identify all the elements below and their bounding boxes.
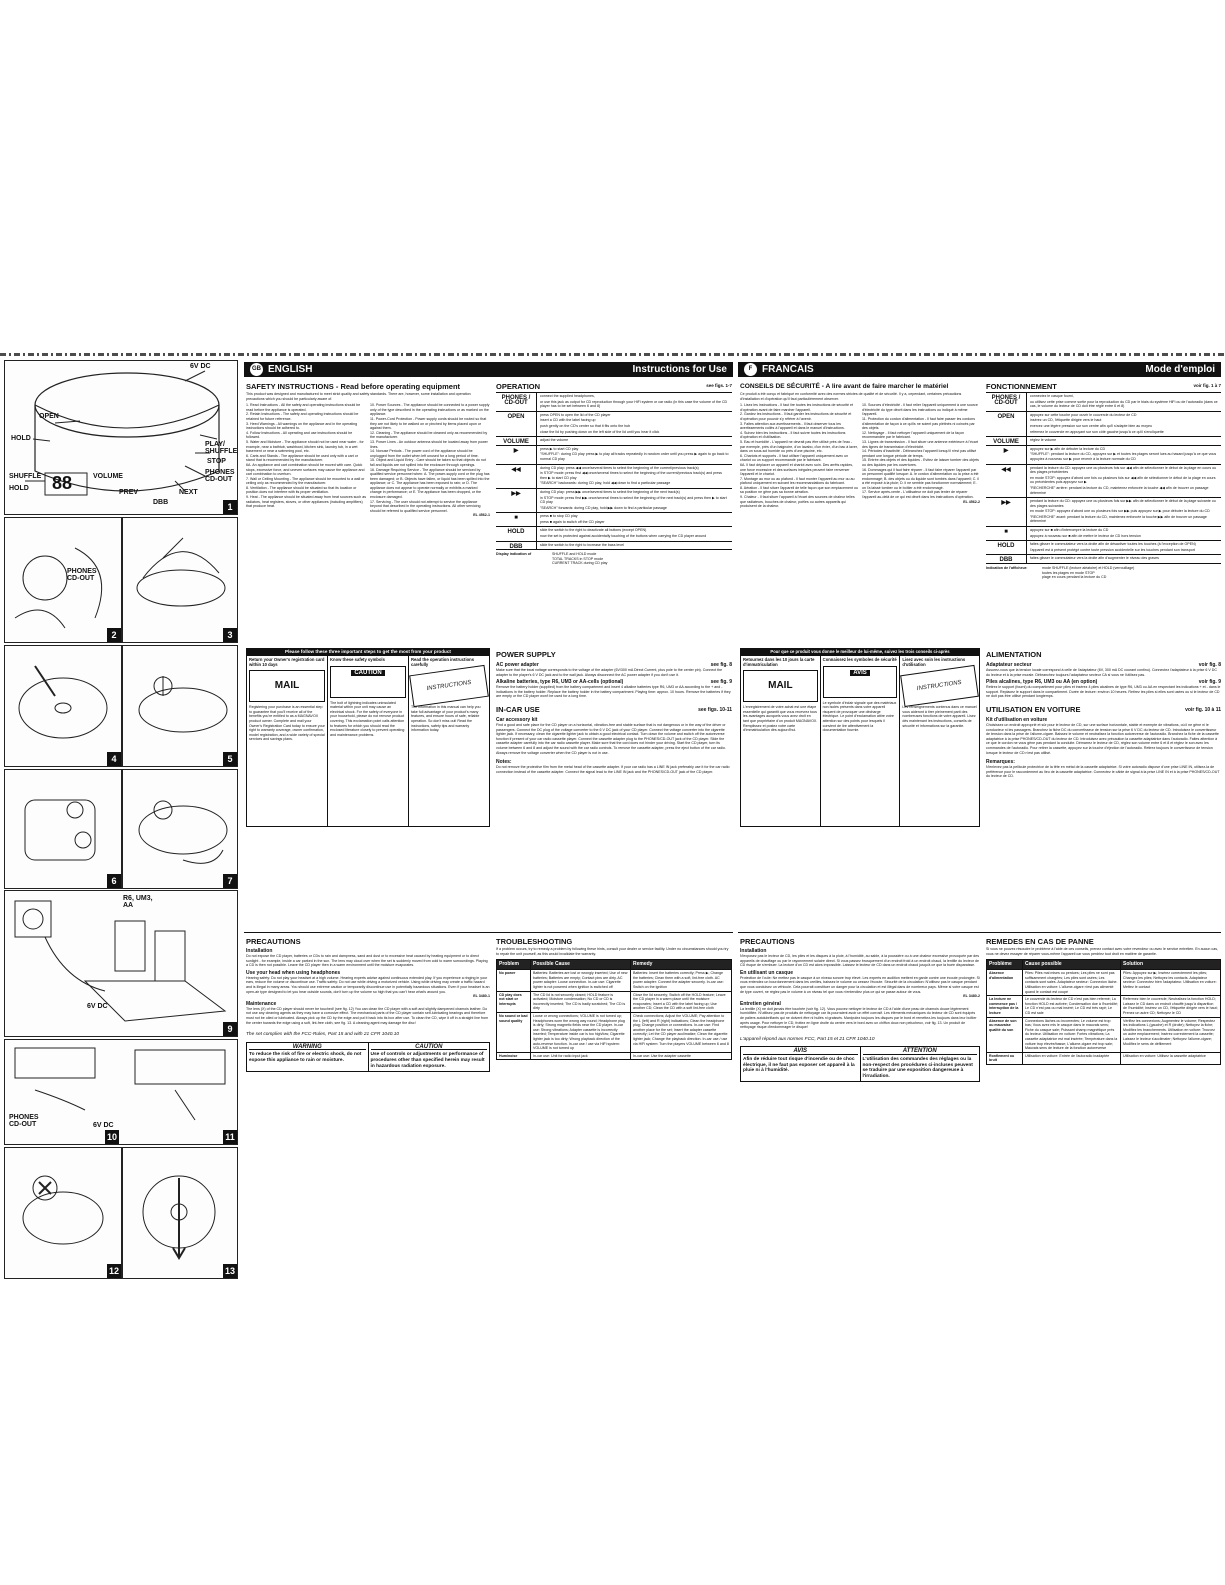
caution-symbol-icon: AVIS [823,666,898,698]
fig-13-cleaning [122,1147,238,1279]
fig-number: 5 [223,752,237,766]
fr-safety-right: 10. Sources d'électricité - Il faut relier l'appareil uniquement à une source d'électricité du type décrit dans les instructions ou indiqué à même l'appareil. 11. Protection du cordon d'alimentation - Il faut faire passer les cordons d'alimentation de façon à ce qu'ils ne soient pas piétinés ni coincés par des objets. 12. Nettoyage - Il faut nettoyer l'appareil uniquement de la façon recommandée par le fabricant. 13. Lignes de transmission - Il faut situer une antenne extérieure à l'écart des lignes de transmission d'électricité. 14. Périodes d'inactivité - Débranchez l'appareil lorsqu'il n'est pas utilisé pendant une longue période de temps. 15. Entrée des objets et des liquides - Evitez de laisser tomber des objets ou des liquides par les ouvertures. 16. Dommages qui il faut faire réparer - Il faut faire réparer l'appareil par un personnel qualifié lorsque: A. le cordon d'alimentation ou la prise a été endommagé; B. des objets ou du liquide sont tombés dans l'appareil; C. il a été exposé à la pluie; D. il ne semble pas fonctionner normalement; E. on l'a laissé tomber ou le boîtier a été endommagé. 17. Service après-vente - L'utilisateur ne doit pas tenter de réparer l'appareil au-delà de ce qui est décrit dans les instructions d'opération. EL 4562-2 [862,403,980,504]
fr-troubleshooting-block: REMEDES EN CAS DE PANNE Si vous ne pouvez résoudre le problème à l'aide de ces conseils, prenez contact avec votre revendeur ou avec le service entretien. En aucun cas, vous ne devez essayer de réparer vous-même l'appareil car vous perdriez tout droit en matière de garantie. Problème Cause possible Solution Absence d'alimentation Piles: Piles mal mises ou perdues; Les piles ne sont pas suffisamment chargées; Les piles sont usées; Les contacts sont sales. Adaptateur secteur: Connexion lâche. Utilisation en voiture: L'allume-cigare n'est pas alimenté quand le contact est coupé Piles: Appuyez sur ▶; Insérez correctement les piles; Changez les piles; Nettoyez les contacts. Adaptateur secteur: Connectez bien l'adaptateur. Utilisation en voiture: Mettez le contact La lecture ne commence pas / interruption de la lecture Le couvercle du lecteur de CD n'est pas bien refermé; La fonction HOLD est activée; Condensation due à l'humidité; Le CD n'est pas ou mal inséré; Le CD est très rayé; Le CD est sale Refermez bien le couvercle; Neutralisez la fonction HOLD; Laissez le CD dans un endroit chauffé jusqu'à disparition de l'humidité; Insérez un CD, l'étiquette dirigée vers le haut; Prenez un autre CD; Nettoyez le CD Absence de son ou mauvaise qualité du son Connexions lâches ou incorrectes; Le volume est trop bas; Vous avez mis le casque dans le mauvais sens; Fiche du casque sale; Puissant champ magnétique près du lecteur. Utilisation en voiture: Fortes vibrations; La cassette adaptatrice est mal insérée; Température dans la voiture trop élevée/basse; L'allume-cigare est trop sale; Mauvais sens de lecture de la fonction autoreverse Vérifiez les connexions; Augmentez le volume; Respectez les indications L (gauche) et R (droite); Nettoyez la fiche; Modifiez les branchements. Utilisation en voiture: Trouvez un autre emplacement; Insérez correctement la cassette; Laissez le lecteur s'acclimater; Nettoyez l'allume-cigare; Modifiez le sens de défilement Ronflement ou bruit Utilisation en voiture: Entrée de l'autoradio inadaptée Utilisation en voiture: Utilisez la cassette adaptatrice [986,935,1221,1245]
en-operation-table [496,392,732,550]
fig1-phones-label: PHONES CD-OUT [205,469,235,483]
en-precautions-block: PRECAUTIONS Installation Do not expose the CD player, batteries or CDs to rain and dampness, sand and dust or to excessive heat caused by heating equipment or to direct sunlight - for example, inside a car parked in the sun. The lens may cloud over when the set is suddenly moved from cold to warm surroundings. Playing a CD is then not possible. Leave the CD player then in a warm environment until the moisture evaporates. Use your head when using headphones Hearing safety: Do not play your headset at a high volume. Hearing experts advise against continuous extended play. If you experience a ringing in your ears, reduce the volume or discontinue use. Traffic safety: Do not use while driving a motorized vehicle. Using while driving may create a traffic hazard and is illegal in many areas. You should use extreme caution or temporarily discontinue use in potentially hazardous situations. Even if your headset is an open-air type designed to let you hear outside sounds, don't turn up the volume so high that you can't hear what's around you. EL 3480-1 Maintenance The lens (X) of the CD player should never be touched! (see fig. 12) You can clean the CD player with a soft and slightly dampened chamois leather. Do not use any cleaning agents as they may have a corrosive effect. The mechanical parts of the CD player contain self-lubricating bearings and therefore must not be oiled or lubricated. Always pick up the CD by the edge and put it back into its box after use. To clean the CD, wipe it off in a straight line from the center towards the edge using a soft, lint-free cloth, see fig. 13. A cleaning agent may damage the disc! The set complies with the FCC-Rules, Part 15 and with 21 CFR 1040.10 WARNING To reduce the risk of fire or electric shock, do not expose this appliance to rain or moisture. CAUTION Use of controls or adjustments or performance of procedures other than specified herein may result in hazardous radiation exposure. [246,935,490,1245]
en-op-row-prev: ◀◀ during CD play: press ◀◀ once/several times to select the beginning of the current/previous track(s) in STOP mode: press first ◀◀ once/several times to select the beginning of the current/previous track(s) and press then ▶ to start CD play "SEARCH" backwards: during CD play, hold ◀◀ down to find a particular passage [496,464,732,488]
fr-safety-title: CONSEILS DE SÉCURITÉ - A lire avant de faire marcher le matériel [740,383,949,390]
fig-4-insert-cd [4,645,122,767]
en-safety-left: 1. Read Instructions - All the safety and operating instructions should be read before the appliance is operated. 2. Retain Instructions - The safety and operating instructions should be retained for future reference. 3. Heed Warnings - All warnings on the appliance and in the operating instructions should be adhered to. 4. Follow Instructions - All operating and use instructions should be followed. 5. Water and Moisture - The appliance should not be used near water - for example, near a bathtub, washbowl, kitchen sink, laundry tub, in a wet basement or near a swimming pool, etc. 6. Carts and Stands - The appliance should be used only with a cart or stand that is recommended by the manufacturer. 6A. An appliance and cart combination should be moved with care. Quick stops, excessive force, and uneven surfaces may cause the appliance and cart combination to overturn. 7. Wall or Ceiling Mounting - The appliance should be mounted to a wall or ceiling only as recommended by the manufacturer. 8. Ventilation - The appliance should be situated so that its location or position does not interfere with its proper ventilation. 9. Heat - The appliance should be situated away from heat sources such as radiators, heat registers, stoves, or other appliances (including amplifiers) that produce heat. [246,403,366,509]
fig-number: 11 [223,1130,237,1144]
en-notes-text: Do not remove the protective film from the metal head of the cassette adapter. If your car radio has a LINE IN jack preferably use it for the car radio connection instead of the cassette adapter. Connect the signal lead to the LINE IN jack and the PHONES/CD-OUT jack of the CD player. [496,765,730,774]
en-operation-fig: see figs. 1-7 [706,383,732,388]
en-steps-title: Please follow these three important steps to get the most from your product [246,648,490,655]
fr-warning-box: AVIS Afin de réduire tout risque d'incendie ou de choc électrique, il ne faut pas exposer cet appareil à la pluie ni à l'humidité. ATTENTION L'utilisation des commandes des réglages ou la non-respect des procédures ci-incluses peuvent se traduire par une exposition dangereuse à l'irradiation. [740,1046,980,1082]
en-incar-title: IN-CAR USE [496,704,540,714]
fr-trouble-table: Problème Cause possible Solution Absence d'alimentation Piles: Piles mal mises ou perdues; Les piles ne sont pas suffisamment chargées; Les piles sont usées; Les contacts sont sales. Adaptateur secteur: Connexion lâche. Utilisation en voiture: L'allume-cigare n'est pas alimenté quand le contact est coupé Piles: Appuyez sur ▶; Insérez correctement les piles; Changez les piles; Nettoyez les contacts. Adaptateur secteur: Connectez bien l'adaptateur. Utilisation en voiture: Mettez le contact La lecture ne commence pas / interruption de la lecture Le couvercle du lecteur de CD n'est pas bien refermé; La fonction HOLD est activée; Condensation due à l'humidité; Le CD n'est pas ou mal inséré; Le CD est très rayé; Le CD est sale Refermez bien le couvercle; Neutralisez la fonction HOLD; Laissez le CD dans un endroit chauffé jusqu'à disparition de l'humidité; Insérez un CD, l'étiquette dirigée vers le haut; Prenez un autre CD; Nettoyez le CD Absence de son ou mauvaise qualité du son Connexions lâches ou incorrectes; Le volume est trop bas; Vous avez mis le casque dans le mauvais sens; Fiche du casque sale; Puissant champ magnétique près du lecteur. Utilisation en voiture: Fortes vibrations; La cassette adaptatrice est mal insérée; Température dans la voiture trop élevée/basse; L'allume-cigare est trop sale; Mauvais sens de lecture de la fonction autoreverse Vérifiez les connexions; Augmentez le volume; Respectez les indications L (gauche) et R (droite); Nettoyez la fiche; Modifiez les branchements. Utilisation en voiture: Trouvez un autre emplacement; Insérez correctement la cassette; Laissez le lecteur s'acclimater; Nettoyez l'allume-cigare; Modifiez le sens de défilement Ronflement ou bruit Utilisation en voiture: Entrée de l'autoradio inadaptée Utilisation en voiture: Utilisez la cassette adaptatrice [986,959,1221,1065]
en-trouble-table: Problem Possible Cause Remedy No power Batteries: Batteries are lost or wrongly inserted; Use of new batteries; Batteries are empty; Contact pins are dirty. AC power adapter: Loose connection. In-car use: Cigarette lighter is not powered when ignition is switched off Batteries: Insert the batteries correctly; Press ▶; Change the batteries; Clean them with a soft, lint-free cloth. AC power adapter: Connect the adapter securely. In-car use: Switch on the ignition CD play does not start or interrupts The CD lid is not securely closed; HOLD feature is activated; Moisture condensation; No CD or CD is incorrectly inserted; The CD is badly scratched; The CD is dirty Close the lid securely; Switch off the HOLD feature; Leave the CD player in a warm place until the moisture evaporates; Insert a CD with the label facing up; Use another CD; Clean the CD with a soft lint-free cloth No sound or bad sound quality Loose or wrong connections; VOLUME is not turned up; Headphones worn the wrong way round; Headphone plug is dirty; Strong magnetic fields near the CD player. In-car use: Strong vibrations; Adapter cassette is incorrectly inserted; Temperature inside car is too high/low; Cigarette lighter jack is too dirty; Wrong playback direction of the auto-reverse function. In-car use / use via HiFi system: VOLUME is not turned up Check connections; Adjust the VOLUME; Pay attention to the L (left) and R (right) indications; Clean the headphone plug; Change position or connections. In-car use: Find another place for the set; Insert the adapter cassette correctly; Let the CD player acclimatize; Clean the cigarette lighter jack; Change the playback direction. In-car use / use via HiFi system: Turn the players VOLUME between 6 and 8 Hum/noise In-car use: Unit for radio input jack In-car use: Use the adapter cassette [496,959,732,1060]
globe-icon: GB [250,363,263,376]
en-safety-intro: This product was designed and manufactured to meet strict quality and safety standards. There are, however, some installation and operation precautions which you should be particularly aware of. [246,392,471,401]
en-power-block: POWER SUPPLY AC power adapter see fig. 8 Make sure that the local voltage corresponds to the voltage of the adapter (6V/300 mA Direct Current, plus pole to the center pin). Connect the adapter to the player's 6 V DC jack and to the wall jack. Always disconnect the AC power adapter if you don't use it. Alkaline batteries, type R6, UM3 or AA-cells (optional) see fig. 9 Remove the battery holder (supplied) from the battery compartment and insert 4 alkaline batteries type R6, UM3 or AA according to the + and - indications in the battery holder. Replace the battery holder in the battery compartment. Playing time: approx. 10 hours. Remove the batteries if they are empty or the CD player won't be used for a long time. IN-CAR USE see figs. 10-11 Car accessory kit Find a good and safe place for the CD player on a horizontal, vibration-free and stable surface that is not dangerous or in the way of the driver or passengers. Connect the DC plug of the voltage converter to the 6 V DC jack of your CD player. Connect the voltage converter into the cigarette lighter jack. If necessary, clean the cigarette lighter jack to obtain a good electrical contact. Turn down the volume and switch off the autoreverse function if present of your car radio cassette player. Connect the cassette adapter plug to the PHONES/CD-OUT jack of the CD player. Slide the cassette adapter carefully into the car radio cassette player. Make sure that the cord does not hinder your driving. Start the CD player, turn its volume between 6 and 8 and adjust the sound with the car radio controls. To remove the cassette adapter, press the eject button of the car radio. Always remove the voltage converter when the CD player is not in use. Notes: Do not remove the protective film from the metal head of the cassette adapter. If your car radio has a LINE IN jack preferably use it for the car radio connection instead of the cassette adapter. Connect the signal lead to the LINE IN jack and the PHONES/CD-OUT jack of the CD player. [496,650,732,774]
fig-7-switches [122,769,238,889]
fig8-battery-label: R6, UM3, AA [123,895,153,909]
fig-number: 1 [223,500,237,514]
french-banner: Mode d'emploi [1145,364,1215,375]
fig10-dc-label: 6V DC [93,1122,114,1129]
en-fcc-note: The set complies with the FCC-Rules, Part 15 and with 21 CFR 1040.10 [246,1032,400,1038]
fig1-play-label: PLAY/ SHUFFLE [205,441,238,455]
en-ac-text: Make sure that the local voltage corresponds to the voltage of the adapter (6V/300 mA Direct Current, plus pole to the center pin). Connect the adapter to the player's 6 V DC jack and to the wall jack. Always disconnect the AC power adapter if you don't use it. [496,668,723,677]
en-safety-right: 10. Power Sources - The appliance should be connected to a power supply only of the type described in the operating instructions or as marked on the appliance. 11. Power-Cord Protection - Power supply cords should be routed so that they are not likely to be walked on or pinched by items placed upon or against them. 12. Cleaning - The appliance should be cleaned only as recommended by the manufacturer. 13. Power Lines - An outdoor antenna should be located away from power lines. 14. Nonuse Periods - The power cord of the appliance should be unplugged from the outlet when left unused for a long period of time. 15. Object and Liquid Entry - Care should be taken so that objects do not fall and liquids are not spilled into the enclosure through openings. 16. Damage Requiring Service - The appliance should be serviced by qualified service personnel when: A. The power-supply cord or the plug has been damaged; or B. Objects have fallen, or liquid has been spilled into the appliance; or C. The appliance has been exposed to rain; or D. The appliance does not appear to operate normally or exhibits a marked change in performance; or E. The appliance has been dropped, or the enclosure damaged. 17. Servicing - The user should not attempt to service the appliance beyond that described in the operating instructions. All other servicing should be referred to qualified service personnel. EL 4562-1 [370,403,490,518]
fig-5-close-lid [122,645,238,767]
en-step-3: Read the operation instructions carefully INSTRUCTIONS The information in this manual can help you take full advantage of your product's many features, and ensure hours of safe, reliable operation. So don't miss out! Read the instructions, safety tips and warranty information today. [409,656,489,826]
fig-number: 6 [107,874,121,888]
fig-number: 7 [223,874,237,888]
en-display-indication: Display indication of SHUFFLE and HOLD mode TOTAL TRACKS in STOP mode CURRENT TRACK during CD play [496,552,608,566]
instructions-booklet-icon: INSTRUCTIONS [900,665,978,707]
fig-3-open-lid [122,517,238,643]
en-steps-block [246,648,490,830]
fig-6-buttons [4,769,122,889]
fig1-stop-label: STOP [207,458,226,465]
en-step-1: Return your Owner's registration card within 10 days MAIL Registering your purchase is an essential step to guarantee that you'll receive all of the benefits you're entitled to as a MAGNAVOX product owner. Complete and mail your Owner's Registration Card today to ensure your right to warranty coverage, owner confirmation, model registration, and a wide variety of special services and savings plans. [247,656,328,826]
fig10-phones-label: PHONES CD-OUT [9,1114,39,1128]
en-incar-text: Find a good and safe place for the CD player on a horizontal, vibration-free and stable surface that is not dangerous or in the way of the driver or passengers. Connect the DC plug of the voltage converter to the 6 V DC jack of your CD player. Connect the voltage converter into the cigarette lighter jack. If necessary, clean the cigarette lighter jack to obtain a good electrical contact. Turn down the volume and switch off the autoreverse function if present of your car radio cassette player. Connect the cassette adapter plug to the PHONES/CD-OUT jack of the CD player. Slide the cassette adapter carefully into the car radio cassette player. Make sure that the cord does not hinder your driving. Start the CD player, turn its volume between 6 and 8 and adjust the sound with the car radio controls. To remove the cassette adapter, press the eject button of the car radio. Always remove the voltage converter when the CD player is not in use. [496,722,726,755]
fig1-hold-label: HOLD [11,435,31,442]
en-prec-title: PRECAUTIONS [246,937,301,946]
fig-2-headphones [4,517,122,643]
fr-step-3: Lisez avec soin les instructions d'utilisation INSTRUCTIONS Les renseignements contenus dans ce manuel vous aideront à tirer pleinement parti des nombreuses fonctions de votre appareil. Lisez dès maintenant les instructions, conseils de sécurité et informations sur la garantie. [900,656,979,826]
table-row: Absence de son ou mauvaise qualité du son Connexions lâches ou incorrectes; Le volume est trop bas; Vous avez mis le casque dans le mauvais sens; Fiche du casque sale; Puissant champ magnétique près du lecteur. Utilisation en voiture: Fortes vibrations; La cassette adaptatrice est mal insérée; Température dans la voiture trop élevée/basse; L'allume-cigare est trop sale; Mauvais sens de lecture de la fonction autoreverse Vérifiez les connexions; Augmentez le volume; Respectez les indications L (gauche) et R (droite); Nettoyez la fiche; Modifiez les branchements. Utilisation en voiture: Trouvez un autre emplacement; Insérez correctement la cassette; Laissez le lecteur s'acclimater; Nettoyez l'allume-cigare; Modifiez le sens de défilement [987,1017,1220,1052]
french-header [738,362,1221,377]
fig1-next-label: NEXT [179,489,198,496]
en-operation-title: OPERATION [496,382,541,391]
english-lang-label: ENGLISH [268,364,313,375]
fr-power-block: ALIMENTATION Adaptateur secteur voir fig. 8 Assurez-vous que la tension locale correspond à celle de l'adaptateur (6V, 300 mA DC courant continu). Connectez l'adaptateur à la prise 6 V DC du lecteur et à la prise murale. Débranchez toujours l'adaptateur secteur CA si vous ne l'utilisez pas. Piles alcalines, type R6, UM3 ou AA (en option) voir fig. 9 Retirez le support (fourni) du compartiment pour piles et insérez 4 piles alcalines de type R6, UM3 ou AA en respectant les indications + et - dans le support. Replacez le support dans le compartiment. Durée de lecture: environ 10 heures. Retirez les piles si elles sont usées ou si le lecteur de CD ne doit pas être utilisé pendant longtemps. UTILISATION EN VOITURE voir fig. 10 à 11 Kit d'utilisation en voiture Choisissez un endroit approprié et sûr pour le lecteur de CD, sur une surface horizontale, stable et exempte de vibrations, où il ne gêne ni le conducteur ni les passagers. Branchez la fiche DC du convertisseur de tension sur la prise 6 V DC du lecteur de CD. Introduisez le convertisseur de tension dans la prise de l'allume-cigare. Baissez le volume et neutralisez la fonction autoreverse de l'autoradio. Branchez la fiche de la cassette adaptatrice à la prise PHONES/CD-OUT du lecteur de CD. Introduisez avec précaution la cassette adaptatrice dans l'autoradio. Faites attention à ce que le cordon ne vous gêne pas pendant la conduite. Démarrez le lecteur de CD, réglez son volume entre 6 et 8 et réglez le son avec les commandes de l'autoradio. Pour retirer la cassette, appuyez sur la touche d'éjection de l'autoradio. Retirez toujours le convertisseur de tension lorsque le lecteur de CD n'est pas utilisé. Remarques: N'enlevez pas la pellicule protectrice de la tête en métal de la cassette adaptatrice. Si votre autoradio dispose d'une prise LINE IN, utilisez-la de préférence pour le raccordement au lieu de la cassette adaptatrice. Connectez le câble de signal à la prise LINE IN et à la prise PHONES/CD-OUT du lecteur de CD. [986,650,1221,779]
fig-10-11-car [4,1039,238,1145]
fr-precautions-block: PRECAUTIONS Installation N'exposez pas le lecteur de CD, les piles et les disques à la pluie, à l'humidité, au sable, à la poussière ou à une chaleur excessive provoquée par des appareils de chauffage ou par le rayonnement solaire direct. Si vous passez brusquement d'un endroit froid à un endroit chaud, la lentille du lecteur de CD risque de s'embuer. La lecture d'un CD est alors impossible. Laissez le lecteur de CD dans un endroit chaud jusqu'à ce que la buée disparaisse. En utilisant un casque Protection de l'ouïe: Ne mettez pas le casque à un niveau sonore trop élevé. Les experts en audition mettent en garde contre une écoute prolongée. Si vous entendez un bourdonnement dans les oreilles, baissez le volume ou cessez l'écoute. Sécurité de la circulation: N'utilisez pas le casque pendant que vous conduisez un véhicule. Cela pourrait constituer un danger pour la circulation et est illégal dans de nombreux pays. Même si votre casque est de type ouvert, ne réglez pas le volume à un niveau tel que vous n'entendiez plus ce qui se passe autour de vous. EL 3480-2 Entretien général La lentille (X) ne doit jamais être touchée (voir fig. 12). Vous pouvez nettoyer le lecteur de CD à l'aide d'une peau de chamois douce légèrement humidifiée. N'utilisez pas de produits de nettoyage car ils pourraient avoir un effet corrosif. Les éléments mécaniques du lecteur de CD sont équipés de paliers autolubrifiants qui ne doivent être ni huilés ni graissés. Manipulez toujours les disques par le bord et remettez-les toujours dans leur boîtier après usage. Pour nettoyer le CD, frottez en ligne droite du centre vers le bord avec un chiffon doux non pelucheux, voir fig. 13. Un produit de nettoyage risque d'endommager le disque! L'appareil répond aux normes FCC, Part 15 et 21 CFR 1040.10 AVIS Afin de réduire tout risque d'incendie ou de choc électrique, il ne faut pas exposer cet appareil à la pluie ni à l'humidité. ATTENTION L'utilisation des commandes des réglages ou la non-respect des procédures ci-incluses peuvent se traduire par une exposition dangereuse à l'irradiation. [740,935,980,1245]
fig1-shuffle-label: SHUFFLE [9,473,42,480]
fig1-open-label: OPEN [39,413,59,420]
fig-1-player-overview [4,360,238,515]
fig1-prev-label: PREV [119,489,139,496]
fig1-volume-label: VOLUME [93,473,123,480]
fig-8-9-power [4,890,238,1037]
en-safety-block [246,380,490,642]
mail-envelope-icon: MAIL [249,670,325,702]
en-safety-code: EL 4562-1 [473,513,490,518]
en-troubleshooting-block: TROUBLESHOOTING If a problem occurs, try to remedy a problem by following these hints, consult your dealer or service facility. Under no circumstances should you try to repair the unit yourself, as this would invalidate the warranty. Problem Possible Cause Remedy No power Batteries: Batteries are lost or wrongly inserted; Use of new batteries; Batteries are empty; Contact pins are dirty. AC power adapter: Loose connection. In-car use: Cigarette lighter is not powered when ignition is switched off Batteries: Insert the batteries correctly; Press ▶; Change the batteries; Clean them with a soft, lint-free cloth. AC power adapter: Connect the adapter securely. In-car use: Switch on the ignition CD play does not start or interrupts The CD lid is not securely closed; HOLD feature is activated; Moisture condensation; No CD or CD is incorrectly inserted; The CD is badly scratched; The CD is dirty Close the lid securely; Switch off the HOLD feature; Leave the CD player in a warm place until the moisture evaporates; Insert a CD with the label facing up; Use another CD; Clean the CD with a soft lint-free cloth No sound or bad sound quality Loose or wrong connections; VOLUME is not turned up; Headphones worn the wrong way round; Headphone plug is dirty; Strong magnetic fields near the CD player. In-car use: Strong vibrations; Adapter cassette is incorrectly inserted; Temperature inside car is too high/low; Cigarette lighter jack is too dirty; Wrong playback direction of the auto-reverse function. In-car use / use via HiFi system: VOLUME is not turned up Check connections; Adjust the VOLUME; Pay attention to the L (left) and R (right) indications; Clean the headphone plug; Change position or connections. In-car use: Find another place for the set; Insert the adapter cassette correctly; Let the CD player acclimatize; Clean the cigarette lighter jack; Change the playback direction. In-car use / use via HiFi system: Turn the players VOLUME between 6 and 8 Hum/noise In-car use: Unit for radio input jack In-car use: Use the adapter cassette [496,935,732,1245]
table-row: La lecture ne commence pas / interruption de la lecture Le couvercle du lecteur de CD n'est pas bien refermé; La fonction HOLD est activée; Condensation due à l'humidité; Le CD n'est pas ou mal inséré; Le CD est très rayé; Le CD est sale Refermez bien le couvercle; Neutralisez la fonction HOLD; Laissez le CD dans un endroit chauffé jusqu'à disparition de l'humidité; Insérez un CD, l'étiquette dirigée vers le haut; Prenez un autre CD; Nettoyez le CD [987,995,1220,1016]
en-operation-block [496,380,732,642]
english-banner: Instructions for Use [632,364,727,375]
fig-number: 2 [107,628,121,642]
english-header [244,362,733,377]
en-op-row-hold: HOLD slide the switch to the right to deactivate all buttons (except OPEN) now the set is protected against accidentally touching of the buttons when carrying the CD player around [496,526,732,540]
fr-operation-block: FONCTIONNEMENT voir fig. 1 à 7 PHONES / CD-OUT connectez le casque fourni, ou utilisez cette prise comme sortie pour la reproduction du CD par le biais du système HiFi ou de l'autoradio (dans ce cas, le volume du lecteur de CD doit être réglé entre 6 et 8) OPEN appuyez sur cette touche pour ouvrir le couvercle du lecteur de CD insérez un CD, l'étiquette dirigée vers le haut exercez une légère pression sur son centre afin qu'il s'adapte bien au moyeu refermez le couvercle en appuyant sur son côté gauche jusqu'à ce qu'il s'encliquette VOLUME réglez le volume ▶ appuyez sur ▶ afin de débuter la lecture du CD "SHUFFLE": pendant la lecture du CD, appuyez sur ▶ et toutes les plages seront lues au hasard jusqu'à ce que vous appuyiez à nouveau sur ▶ pour revenir à la lecture normale du CD ◀◀ pendant la lecture du CD: appuyez une ou plusieurs fois sur ◀◀ afin de sélectionner le début de la plage en cours ou des plages précédentes en mode STOP: appuyez d'abord une fois ou plusieurs fois sur ◀◀ afin de sélectionner le début de la plage en cours ou précédentes puis appuyez sur ▶ "RECHERCHE" arrière: pendant la lecture du CD, maintenez enfoncée la touche ◀◀ afin de trouver un passage déterminé ▶▶ pendant la lecture du CD: appuyez une ou plusieurs fois sur ▶▶ afin de sélectionner le début de la plage suivante ou des plages suivantes en mode STOP: appuyez d'abord une ou plusieurs fois sur ▶▶ puis appuyez sur ▶ pour débuter la lecture du CD "RECHERCHE" avant: pendant la lecture du CD, maintenez enfoncée la touche ▶▶ afin de trouver un passage déterminé ■ appuyez sur ■ afin d'interrompre la lecture du CD appuyez à nouveau sur ■ afin de mettre le lecteur de CD hors tension HOLD faites glisser le commutateur vers la droite afin de désactiver toutes les touches (à l'exception de OPEN) l'appareil est à présent protégé contre toute pression accidentelle sur les touches pendant son transport DBB faites glisser le commutateur vers la droite afin d'augmenter le niveau des graves Indication de l'afficheur: mode SHUFFLE (lecture aléatoire) et HOLD (verrouillage) toutes les plages en mode STOP plage en cours pendant la lecture du CD [986,382,1221,580]
globe-icon: F [744,363,757,376]
en-power-title: POWER SUPPLY [496,650,556,659]
fig-number: 12 [108,1266,119,1276]
en-step-2: Know these safety symbols CAUTION The bolt of lightning indicates uninsulated material within your unit may cause an electrical shock. For the safety of everyone in your household, please do not remove product covering. This exclamation point calls attention to features for which you should read the enclosed literature closely to prevent operating and maintenance problems. [328,656,409,826]
fig1-hold2-label: HOLD [9,485,29,492]
mail-envelope-icon: MAIL [743,670,818,702]
fig-number: 4 [107,752,121,766]
caution-symbol-icon: CAUTION [330,666,406,698]
en-safety-title: SAFETY INSTRUCTIONS - Read before operating equipment [246,382,461,391]
fr-steps-block: Pour que ce produit vous donne le meilleur de lui-même, suivez les trois conseils ci-après Retournez dans les 10 jours la carte d'immatriculation MAIL L'enregistrement de votre achat est une étape essentielle qui garantit que vous recevrez tous les avantages auxquels vous avez droit en tant que propriétaire d'un produit MAGNAVOX. Remplissez et postez votre carte d'immatriculation dès aujourd'hui. Connaissez les symboles de sécurité AVIS Le symbole d'éclair signale que des matériaux non isolés présents dans votre appareil risquent de provoquer une décharge électrique. Le point d'exclamation attire votre attention sur des points pour lesquels il convient de lire attentivement la documentation fournie. Lisez avec soin les instructions d'utilisation INSTRUCTIONS Les renseignements contenus dans ce manuel vous aideront à tirer pleinement parti des nombreuses fonctions de votre appareil. Lisez dès maintenant les instructions, conseils de sécurité et informations sur la garantie. [740,648,980,830]
en-op-row-phones: PHONES / CD-OUT connect the supplied headphones, or use this jack as output for CD reproduction through your HiFi system or car radio (in this case the volume of the CD player has to be set between 6 and 8) [496,392,732,411]
en-op-row-next: ▶▶ during CD play: press ▶▶ once/several times to select the beginning of the next track(s) in STOP mode: press first ▶▶ once/several times to select the beginning of the next track(s) and press then ▶ to start CD play "SEARCH" forwards: during CD play, hold ▶▶ down to find a particular passage [496,488,732,512]
en-batt-text: Remove the battery holder (supplied) from the battery compartment and insert 4 alkaline batteries type R6, UM3 or AA according to the + and - indications in the battery holder. Replace the battery holder in the battery compartment. Playing time: approx. 10 hours. Remove the batteries if they are empty or the CD player won't be used for a long time. [496,685,731,699]
figure-column [4,360,240,1278]
fig-number: 10 [106,1132,117,1142]
fig1-dc-label: 6V DC [190,363,211,370]
table-row: No sound or bad sound quality Loose or wrong connections; VOLUME is not turned up; Headphones worn the wrong way round; Headphone plug is dirty; Strong magnetic fields near the CD player. In-car use: Strong vibrations; Adapter cassette is incorrectly inserted; Temperature inside car is too high/low; Cigarette lighter jack is too dirty; Wrong playback direction of the auto-reverse function. In-car use / use via HiFi system: VOLUME is not turned up Check connections; Adjust the VOLUME; Pay attention to the L (left) and R (right) indications; Clean the headphone plug; Change position or connections. In-car use: Find another place for the set; Insert the adapter cassette correctly; Let the CD player acclimatize; Clean the cigarette lighter jack; Change the playback direction. In-car use / use via HiFi system: Turn the players VOLUME between 6 and 8 [497,1012,731,1052]
en-op-row-play: ▶ press ▶ to start CD play "SHUFFLE": during CD play press ▶ to play all tracks repeatedly in random order until you press ▶ again to go back to normal CD play [496,445,732,464]
table-row: Absence d'alimentation Piles: Piles mal mises ou perdues; Les piles ne sont pas suffisamment chargées; Les piles sont usées; Les contacts sont sales. Adaptateur secteur: Connexion lâche. Utilisation en voiture: L'allume-cigare n'est pas alimenté quand le contact est coupé Piles: Appuyez sur ▶; Insérez correctement les piles; Changez les piles; Nettoyez les contacts. Adaptateur secteur: Connectez bien l'adaptateur. Utilisation en voiture: Mettez le contact [987,969,1220,995]
fig-12-lens [4,1147,122,1279]
fr-step-2: Connaissez les symboles de sécurité AVIS Le symbole d'éclair signale que des matériaux non isolés présents dans votre appareil risquent de provoquer une décharge électrique. Le point d'exclamation attire votre attention sur des points pour lesquels il convient de lire attentivement la documentation fournie. [821,656,901,826]
table-row: No power Batteries: Batteries are lost or wrongly inserted; Use of new batteries; Batteries are empty; Contact pins are dirty. AC power adapter: Loose connection. In-car use: Cigarette lighter is not powered when ignition is switched off Batteries: Insert the batteries correctly; Press ▶; Change the batteries; Clean them with a soft, lint-free cloth. AC power adapter: Connect the adapter securely. In-car use: Switch on the ignition [497,969,731,990]
en-op-row-open: OPEN press OPEN to open the lid of the CD player insert a CD with the label facing up push gently on the CD's center so that it fits onto the hub close the lid by pushing down on the left side of the lid until you hear it click [496,411,732,436]
table-row: CD play does not start or interrupts The CD lid is not securely closed; HOLD feature is activated; Moisture condensation; No CD or CD is incorrectly inserted; The CD is badly scratched; The CD is dirty Close the lid securely; Switch off the HOLD feature; Leave the CD player in a warm place until the moisture evaporates; Insert a CD with the label facing up; Use another CD; Clean the CD with a soft lint-free cloth [497,991,731,1012]
en-op-row-stop: ■ press ■ to stop CD play press ■ again to switch off the CD player [496,512,732,526]
fig-number: 9 [223,1022,237,1036]
table-row: Ronflement ou bruit Utilisation en voiture: Entrée de l'autoradio inadaptée Utilisation en voiture: Utilisez la cassette adaptatrice [987,1052,1220,1064]
en-op-row-dbb: DBB slide the switch to the right to increase the bass level [496,541,732,550]
fig-number: 3 [223,628,237,642]
fig2-phones-label: PHONES CD-OUT [67,568,97,582]
fig-number: 13 [224,1266,235,1276]
perforation-line [0,353,1225,356]
fig1-dbb-label: DBB [153,499,169,506]
en-trouble-title: TROUBLESHOOTING [496,937,573,946]
en-warning-box: WARNING To reduce the risk of fire or electric shock, do not expose this appliance to rain or moisture. CAUTION Use of controls or adjustments or performance of procedures other than specified herein may result in hazardous radiation exposure. [246,1042,490,1072]
fr-operation-table: PHONES / CD-OUT connectez le casque fourni, ou utilisez cette prise comme sortie pour la reproduction du CD par le biais du système HiFi ou de l'autoradio (dans ce cas, le volume du lecteur de CD doit être réglé entre 6 et 8) OPEN appuyez sur cette touche pour ouvrir le couvercle du lecteur de CD insérez un CD, l'étiquette dirigée vers le haut exercez une légère pression sur son centre afin qu'il s'adapte bien au moyeu refermez le couvercle en appuyant sur son côté gauche jusqu'à ce qu'il s'encliquette VOLUME réglez le volume ▶ appuyez sur ▶ afin de débuter la lecture du CD "SHUFFLE": pendant la lecture du CD, appuyez sur ▶ et toutes les plages seront lues au hasard jusqu'à ce que vous appuyiez à nouveau sur ▶ pour revenir à la lecture normale du CD ◀◀ pendant la lecture du CD: appuyez une ou plusieurs fois sur ◀◀ afin de sélectionner le début de la plage en cours ou des plages précédentes en mode STOP: appuyez d'abord une fois ou plusieurs fois sur ◀◀ afin de sélectionner le début de la plage en cours ou précédentes puis appuyez sur ▶ "RECHERCHE" arrière: pendant la lecture du CD, maintenez enfoncée la touche ◀◀ afin de trouver un passage déterminé ▶▶ pendant la lecture du CD: appuyez une ou plusieurs fois sur ▶▶ afin de sélectionner le début de la plage suivante ou des plages suivantes en mode STOP: appuyez d'abord une ou plusieurs fois sur ▶▶ puis appuyez sur ▶ pour débuter la lecture du CD "RECHERCHE" avant: pendant la lecture du CD, maintenez enfoncée la touche ▶▶ afin de trouver un passage déterminé ■ appuyez sur ■ afin d'interrompre la lecture du CD appuyez à nouveau sur ■ afin de mettre le lecteur de CD hors tension HOLD faites glisser le commutateur vers la droite afin de désactiver toutes les touches (à l'exception de OPEN) l'appareil est à présent protégé contre toute pression accidentelle sur les touches pendant son transport DBB faites glisser le commutateur vers la droite afin d'augmenter le niveau des graves [986,392,1221,564]
fr-step-1: Retournez dans les 10 jours la carte d'immatriculation MAIL L'enregistrement de votre achat est une étape essentielle qui garantit que vous recevrez tous les avantages auxquels vous avez droit en tant que propriétaire d'un produit MAGNAVOX. Remplissez et postez votre carte d'immatriculation dès aujourd'hui. [741,656,821,826]
table-row: Hum/noise In-car use: Unit for radio input jack In-car use: Use the adapter cassette [497,1052,731,1060]
fig8-dc-label: 6V DC [87,1003,108,1010]
fig1-display: 88 [52,473,73,493]
en-op-row-volume: VOLUME adjust the volume [496,436,732,445]
french-lang-label: FRANCAIS [762,364,814,375]
fr-safety-left: 1. Lisez les instructions - Il faut lire toutes les instructions de sécurité et d'opération avant de faire marcher l'appareil. 2. Gardez les instructions - Il faut garder les instructions de sécurité et d'opération pour pouvoir s'y référer à l'avenir. 3. Faites attention aux avertissements - Il faut observer tous les avertissements collés à l'appareil et dans le manuel d'instructions. 4. Suivez bien les instructions - Il faut suivre toutes les instructions d'opération et d'utilisation. 5. Eau et humidité - L'appareil ne devrait pas être utilisé près de l'eau - par exemple, près d'un baignoire, d'un lavabo, d'un évier, d'un bac à laver, dans un sous-sol humide ou près d'une piscine, etc. 6. Chariots et supports - Il faut utiliser l'appareil uniquement avec un chariot ou un support recommandé par le fabricant. 6A. Il faut déplacer un appareil et chariot avec soin. Des arrêts rapides, une force excessive et des surfaces inégales peuvent faire renverser l'appareil et le chariot. 7. Montage au mur ou au plafond - Il faut monter l'appareil au mur ou au plafond uniquement en suivant les recommandations du fabricant. 8. Aération - Il faut situer l'appareil de telle façon que son emplacement ou sa position ne gêne pas sa bonne aération. 9. Chaleur - Il faut situer l'appareil à l'écart des sources de chaleur telles que radiateurs, bouches de chaleur, poêles ou autres appareils qui produisent de la chaleur. [740,403,858,509]
fr-safety-block: CONSEILS DE SÉCURITÉ - A lire avant de faire marcher le matériel Ce produit a été conçu et fabriqué en conformité avec des normes strictes de qualité et de sécurité. Il y a, cependant, certaines précautions d'installation et d'opération qu'il faut particulièrement observer. 1. Lisez les instructions - Il faut lire toutes les instructions de sécurité et d'opération avant de faire marcher l'appareil. 2. Gardez les instructions - Il faut garder les instructions de sécurité et d'opération pour pouvoir s'y référer à l'avenir. 3. Faites attention aux avertissements - Il faut observer tous les avertissements collés à l'appareil et dans le manuel d'instructions. 4. Suivez bien les instructions - Il faut suivre toutes les instructions d'opération et d'utilisation. 5. Eau et humidité - L'appareil ne devrait pas être utilisé près de l'eau - par exemple, près d'un baignoire, d'un lavabo, d'un évier, d'un bac à laver, dans un sous-sol humide ou près d'une piscine, etc. 6. Chariots et supports - Il faut utiliser l'appareil uniquement avec un chariot ou un support recommandé par le fabricant. 6A. Il faut déplacer un appareil et chariot avec soin. Des arrêts rapides, une force excessive et des surfaces inégales peuvent faire renverser l'appareil et le chariot. 7. Montage au mur ou au plafond - Il faut monter l'appareil au mur ou au plafond uniquement en suivant les recommandations du fabricant. 8. Aération - Il faut situer l'appareil de telle façon que son emplacement ou sa position ne gêne pas sa bonne aération. 9. Chaleur - Il faut situer l'appareil à l'écart des sources de chaleur telles que radiateurs, bouches de chaleur, poêles ou autres appareils qui produisent de la chaleur. 10. Sources d'électricité - Il faut relier l'appareil uniquement à une source d'électricité du type décrit dans les instructions ou indiqué à même l'appareil. 11. Protection du cordon d'alimentation - Il faut faire passer les cordons d'alimentation de façon à ce qu'ils ne soient pas piétinés ni coincés par des objets. 12. Nettoyage - Il faut nettoyer l'appareil uniquement de la façon recommandée par le fabricant. 13. Lignes de transmission - Il faut situer une antenne extérieure à l'écart des lignes de transmission d'électricité. 14. Périodes d'inactivité - Débranchez l'appareil lorsqu'il n'est pas utilisé pendant une longue période de temps. 15. Entrée des objets et des liquides - Evitez de laisser tomber des objets ou des liquides par les ouvertures. 16. Dommages qui il faut faire réparer - Il faut faire réparer l'appareil par un personnel qualifié lorsque: A. le cordon d'alimentation ou la prise a été endommagé; B. des objets ou du liquide sont tombés dans l'appareil; C. il a été exposé à la pluie; D. il ne semble pas fonctionner normalement; E. on l'a laissé tomber ou le boîtier a été endommagé. 17. Service après-vente - L'utilisateur ne doit pas tenter de réparer l'appareil au-delà de ce qui est décrit dans les instructions d'opération. EL 4562-2 [740,383,980,509]
instructions-booklet-icon: INSTRUCTIONS [409,665,489,707]
en-section-divider [244,932,733,933]
fr-section-divider [738,932,1221,933]
